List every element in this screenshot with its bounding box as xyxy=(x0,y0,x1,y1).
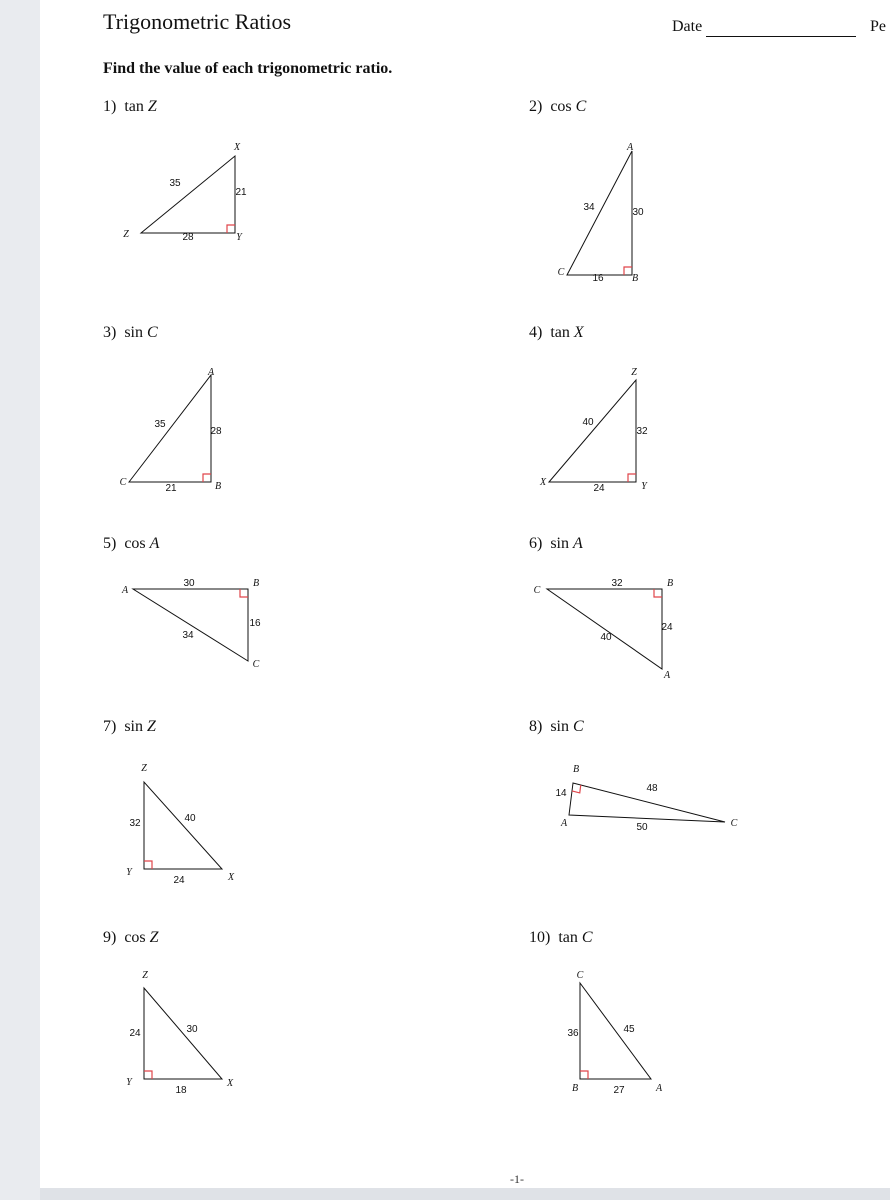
side-length-label: 16 xyxy=(592,273,604,284)
right-angle-marker xyxy=(628,474,636,482)
side-length-label: 24 xyxy=(173,875,185,886)
trig-function: tan xyxy=(124,98,144,115)
vertex-label: Z xyxy=(123,229,129,240)
side-length-label: 14 xyxy=(555,788,567,799)
vertex-label: B xyxy=(571,1083,579,1094)
problem-number: 5) xyxy=(103,535,117,552)
problem-number: 10) xyxy=(529,929,551,946)
angle-variable: Z xyxy=(147,98,157,115)
side-length-label: 34 xyxy=(182,630,194,641)
side-length-label: 21 xyxy=(165,483,177,494)
vertex-label: B xyxy=(572,764,580,775)
problem-number: 2) xyxy=(529,98,543,115)
vertex-label: Y xyxy=(236,232,242,243)
angle-variable: C xyxy=(575,98,587,115)
problem-number: 7) xyxy=(103,718,117,735)
side-length-label: 32 xyxy=(129,818,141,829)
vertex-label: X xyxy=(227,872,235,883)
triangle-9 xyxy=(126,970,234,1096)
trig-function: cos xyxy=(124,535,146,552)
side-length-label: 32 xyxy=(636,426,648,437)
side-length-label: 21 xyxy=(235,187,247,198)
page-number: -1- xyxy=(510,1172,524,1186)
right-angle-marker xyxy=(144,1071,152,1079)
vertex-label: Z xyxy=(142,970,148,981)
right-angle-marker xyxy=(227,225,235,233)
side-length-label: 35 xyxy=(169,178,181,189)
side-length-label: 34 xyxy=(583,202,595,213)
angle-variable: Z xyxy=(149,929,159,946)
side-length-label: 36 xyxy=(567,1028,579,1039)
triangle-outline xyxy=(144,782,222,869)
triangle-6 xyxy=(534,578,673,681)
triangle-7 xyxy=(126,763,235,886)
trig-function: cos xyxy=(550,98,572,115)
problem-number: 3) xyxy=(103,324,117,341)
vertex-label: A xyxy=(121,585,129,596)
vertex-label: Y xyxy=(126,867,132,878)
triangle-outline xyxy=(141,156,235,233)
side-length-label: 28 xyxy=(210,426,222,437)
side-length-label: 32 xyxy=(611,578,623,589)
side-length-label: 18 xyxy=(175,1085,187,1096)
triangle-8 xyxy=(555,764,737,833)
side-length-label: 45 xyxy=(623,1024,635,1035)
problem-number: 6) xyxy=(529,535,543,552)
angle-variable: A xyxy=(149,535,160,552)
angle-variable: C xyxy=(573,718,584,735)
angle-variable: C xyxy=(147,324,158,341)
vertex-label: A xyxy=(663,670,671,681)
angle-variable: X xyxy=(573,324,584,341)
page-bottom-edge xyxy=(40,1188,890,1200)
vertex-label: A xyxy=(207,367,215,378)
vertex-label: A xyxy=(655,1083,663,1094)
triangle-3 xyxy=(120,367,222,494)
problem-number: 9) xyxy=(103,929,117,946)
vertex-label: B xyxy=(631,273,639,284)
triangle-outline xyxy=(580,983,651,1079)
side-length-label: 40 xyxy=(600,632,612,643)
vertex-label: Y xyxy=(126,1077,132,1088)
side-length-label: 50 xyxy=(636,822,648,833)
vertex-label: A xyxy=(626,142,634,153)
angle-variable: Z xyxy=(147,718,156,735)
trig-function: tan xyxy=(550,324,570,341)
vertex-label: Y xyxy=(641,481,647,492)
vertex-label: C xyxy=(119,477,127,488)
vertex-label: X xyxy=(233,142,241,153)
triangle-outline xyxy=(567,151,632,275)
problem-number: 4) xyxy=(529,324,543,341)
period-label: Pe xyxy=(870,18,886,35)
side-length-label: 30 xyxy=(632,207,644,218)
triangle-outline xyxy=(549,380,636,482)
side-length-label: 24 xyxy=(129,1028,141,1039)
trig-function: sin xyxy=(550,535,569,552)
problem-number: 1) xyxy=(103,98,117,115)
right-angle-marker xyxy=(580,1071,588,1079)
side-length-label: 48 xyxy=(646,783,658,794)
side-length-label: 35 xyxy=(154,419,166,430)
right-angle-marker xyxy=(240,589,248,597)
triangle-diagrams xyxy=(40,0,890,1188)
side-length-label: 40 xyxy=(582,417,594,428)
vertex-label: X xyxy=(226,1078,234,1089)
vertex-label: Z xyxy=(141,763,147,774)
triangle-outline xyxy=(133,589,248,661)
vertex-label: B xyxy=(666,578,674,589)
vertex-label: A xyxy=(560,818,568,829)
worksheet-page xyxy=(40,0,890,1188)
side-length-label: 28 xyxy=(182,232,194,243)
triangle-2 xyxy=(558,142,644,284)
date-label: Date xyxy=(672,18,703,35)
trig-function: tan xyxy=(558,929,578,946)
vertex-label: C xyxy=(576,970,584,981)
vertex-label: Z xyxy=(631,367,637,378)
triangle-outline xyxy=(547,589,662,669)
triangle-5 xyxy=(121,578,261,670)
triangle-10 xyxy=(567,970,663,1096)
side-length-label: 30 xyxy=(183,578,195,589)
triangle-outline xyxy=(144,988,222,1079)
vertex-label: B xyxy=(214,481,222,492)
worksheet-title: Trigonometric Ratios xyxy=(103,9,292,34)
trig-function: sin xyxy=(124,718,143,735)
angle-variable: A xyxy=(573,535,583,552)
side-length-label: 30 xyxy=(186,1024,198,1035)
side-length-label: 27 xyxy=(613,1085,625,1096)
vertex-label: C xyxy=(533,585,541,596)
vertex-label: X xyxy=(539,477,547,488)
trig-function: sin xyxy=(124,324,143,341)
right-angle-marker xyxy=(203,474,211,482)
problem-number: 8) xyxy=(529,718,543,735)
vertex-label: C xyxy=(252,659,260,670)
right-angle-marker xyxy=(572,785,581,793)
instructions: Find the value of each trigonometric ratio. xyxy=(103,60,393,77)
side-length-label: 40 xyxy=(184,813,196,824)
angle-variable: C xyxy=(581,929,593,946)
side-length-label: 24 xyxy=(661,622,673,633)
vertex-label: C xyxy=(730,818,738,829)
vertex-label: B xyxy=(252,578,260,589)
side-length-label: 24 xyxy=(593,483,605,494)
right-angle-marker xyxy=(624,267,632,275)
right-angle-marker xyxy=(144,861,152,869)
triangle-4 xyxy=(539,367,648,494)
side-length-label: 16 xyxy=(249,618,261,629)
vertex-label: C xyxy=(557,267,565,278)
triangle-1 xyxy=(123,142,247,243)
right-angle-marker xyxy=(654,589,662,597)
triangle-outline xyxy=(129,375,211,482)
trig-function: cos xyxy=(124,929,146,946)
trig-function: sin xyxy=(550,718,569,735)
